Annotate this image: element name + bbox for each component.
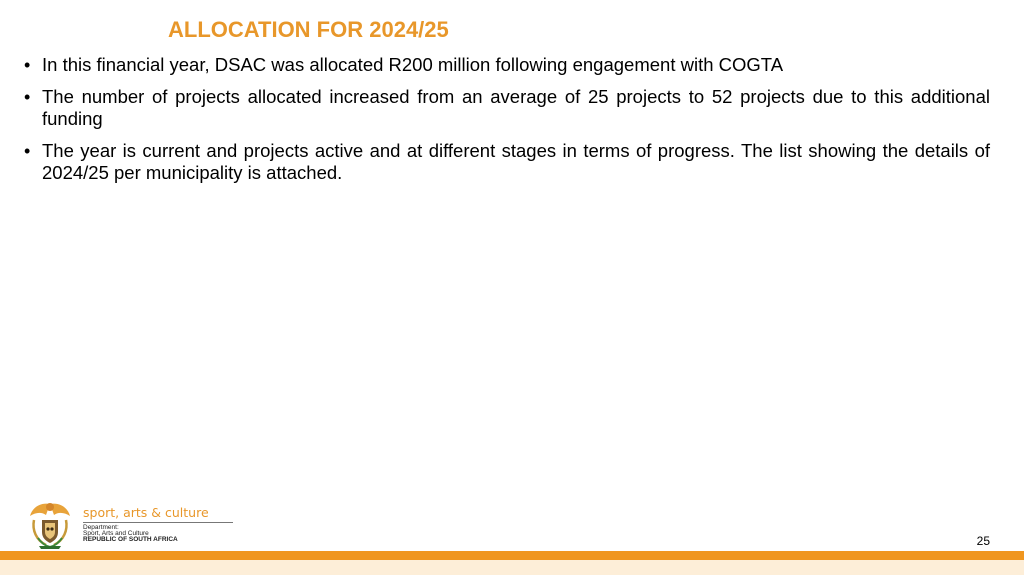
bullet-list <box>24 54 990 194</box>
department-label: Department: <box>83 524 119 531</box>
bullet-text: The number of projects allocated increased from an average of 25 projects to 52 projects due to this additional funding <box>42 86 990 129</box>
bullet-icon: • <box>24 87 31 107</box>
brand-name: sport, arts & culture <box>83 505 209 520</box>
footer-accent-bar <box>0 551 1024 560</box>
bullet-item <box>24 140 990 184</box>
page-number: 25 <box>976 534 990 548</box>
bullet-item <box>24 54 990 76</box>
footer-light-bar <box>0 560 1024 575</box>
department-name: Sport, Arts and Culture <box>83 530 149 537</box>
bullet-text: In this financial year, DSAC was allocated R200 million following engagement with COGTA <box>42 54 784 75</box>
bullet-item <box>24 86 990 130</box>
south-africa-coat-of-arms-icon <box>24 498 76 550</box>
department-logo <box>24 498 244 550</box>
slide-title: ALLOCATION FOR 2024/25 <box>168 17 449 42</box>
bullet-icon: • <box>24 141 31 161</box>
brand-divider <box>83 522 233 523</box>
country-name: REPUBLIC OF SOUTH AFRICA <box>83 536 178 543</box>
bullet-icon: • <box>24 55 31 75</box>
bullet-text: The year is current and projects active and at different stages in terms of progress. The list showing the details of 2024/25 per municipality is attached. <box>42 140 990 183</box>
